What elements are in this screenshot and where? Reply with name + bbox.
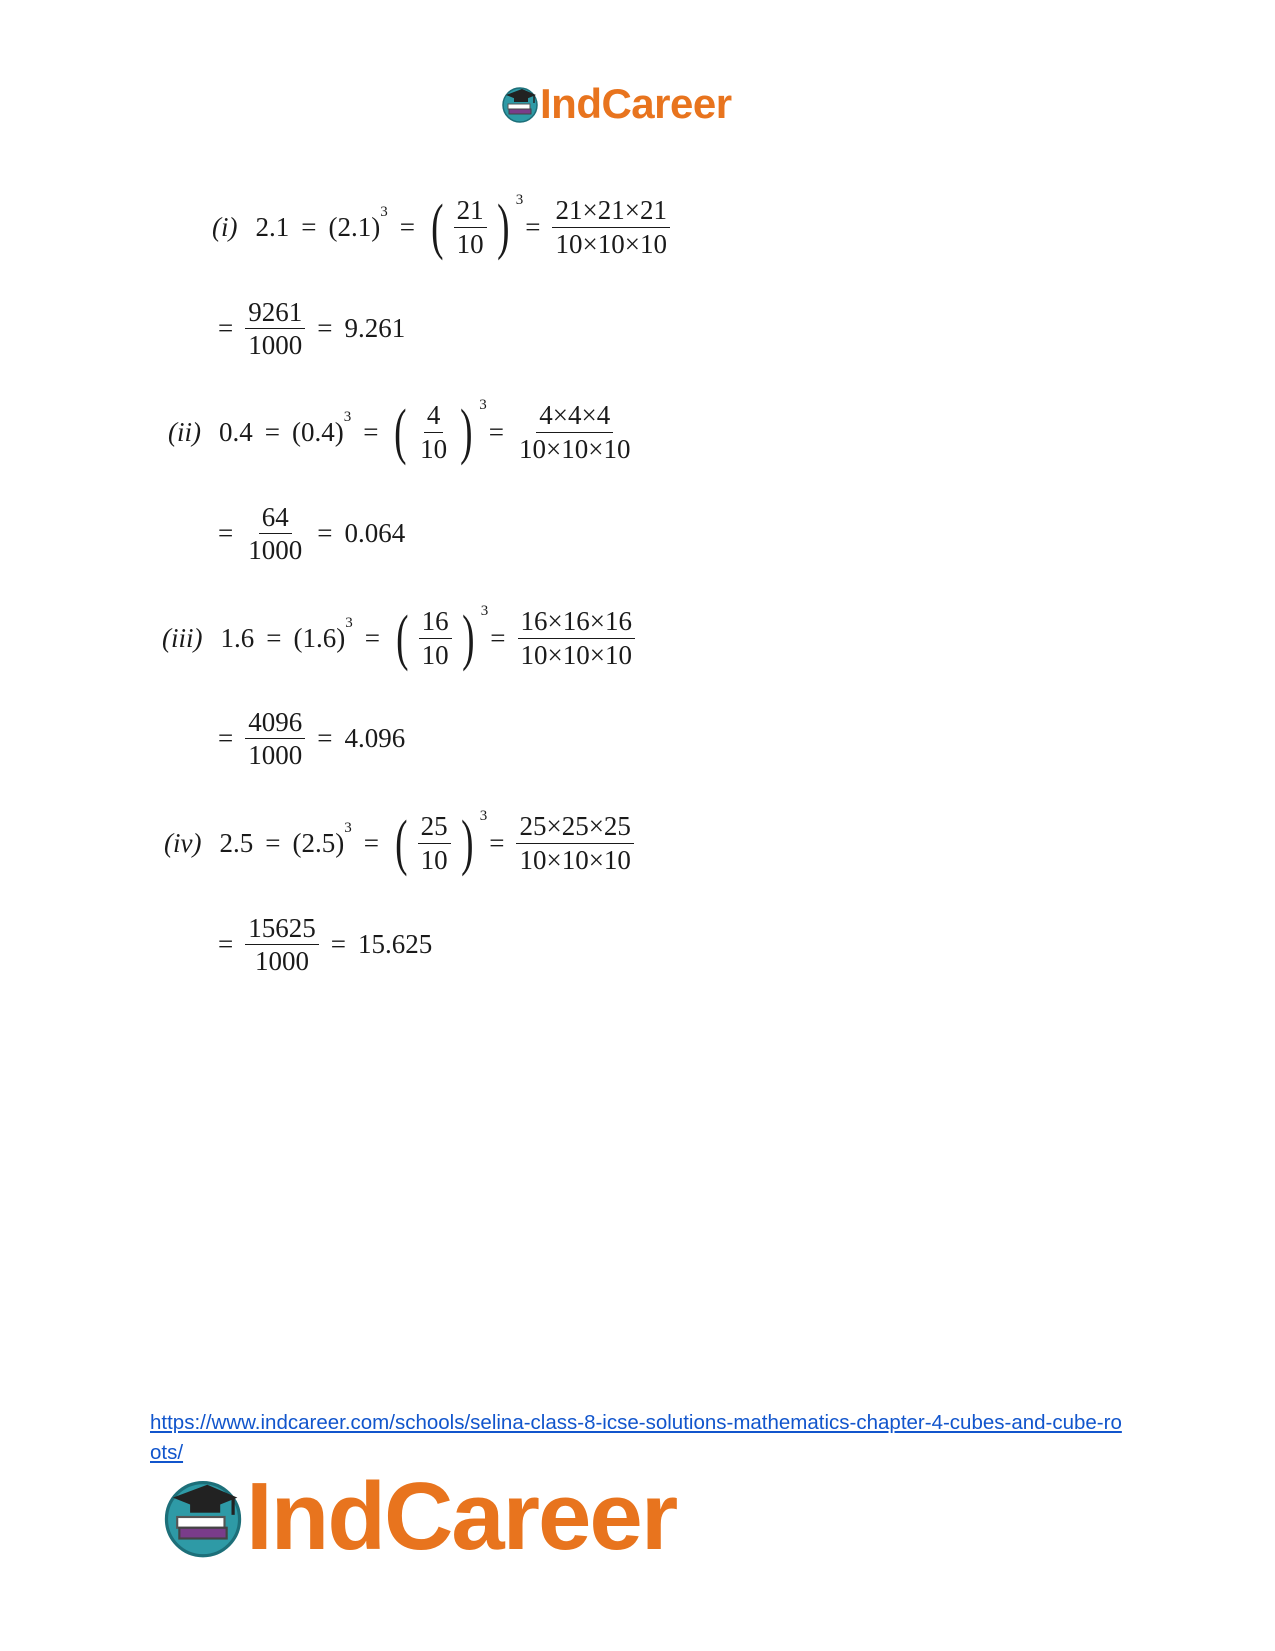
solution-equation-4 (164, 808, 640, 877)
left-parenthesis: ( (395, 809, 408, 877)
equals-sign: = (489, 827, 505, 858)
fraction-denominator: 10 (420, 844, 448, 875)
power-exponent: 3 (343, 408, 352, 425)
equals-sign: = (301, 211, 317, 242)
solution-result-1 (212, 298, 411, 360)
fraction-numerator: 21 (454, 196, 487, 227)
equals-sign: = (317, 518, 333, 549)
solution-equation-3 (162, 603, 641, 672)
right-parenthesis: ) (461, 604, 475, 672)
equals-sign: = (399, 211, 415, 242)
equals-sign: = (364, 622, 380, 653)
fraction (419, 607, 452, 669)
equals-sign: = (317, 723, 333, 754)
solution-result-3 (212, 708, 411, 770)
equals-sign: = (525, 211, 541, 242)
equals-sign: = (330, 929, 346, 960)
right-parenthesis: ) (460, 398, 473, 466)
fraction-numerator: 64 (259, 503, 292, 534)
fraction-numerator: 16×16×16 (518, 607, 635, 638)
solution-equation-2 (168, 397, 639, 466)
part-label: (ii) (168, 416, 201, 447)
power-exponent: 3 (344, 819, 352, 836)
equals-sign: = (265, 827, 281, 858)
fraction-denominator: 10×10×10 (519, 433, 631, 464)
expanded-fraction (518, 607, 635, 669)
fraction-numerator: 21×21×21 (552, 196, 669, 227)
fraction-denominator: 1000 (248, 330, 303, 361)
fraction-denominator: 1000 (254, 946, 309, 977)
fraction-denominator: 10×10×10 (519, 844, 631, 875)
power-base: (1.6) (293, 622, 346, 653)
fraction-denominator: 10 (456, 228, 484, 259)
parenthesized-fraction (427, 192, 524, 261)
equals-sign: = (218, 313, 234, 344)
equals-sign: = (363, 827, 379, 858)
graduation-cap-books-globe-icon (160, 1474, 246, 1560)
right-parenthesis: ) (460, 809, 474, 877)
fraction-numerator: 25 (418, 812, 451, 843)
equals-sign: = (218, 518, 234, 549)
final-result: 4.096 (344, 723, 406, 754)
equals-sign: = (266, 622, 282, 653)
power-expression (292, 819, 352, 859)
final-result: 15.625 (357, 929, 433, 960)
parenthesized-fraction (390, 397, 487, 466)
final-result: 9.261 (344, 313, 406, 344)
fraction-numerator: 16 (419, 607, 452, 638)
result-fraction (245, 503, 305, 565)
equals-sign: = (218, 929, 234, 960)
result-fraction (245, 298, 305, 360)
result-fraction (245, 708, 305, 770)
equals-sign: = (488, 416, 504, 447)
fraction-numerator: 4 (424, 401, 444, 432)
decimal-value: 2.1 (255, 211, 290, 242)
decimal-value: 2.5 (219, 827, 254, 858)
logo-wordmark: IndCareer (246, 1463, 677, 1570)
fraction-exponent: 3 (515, 192, 524, 208)
solution-equation-1 (212, 192, 676, 261)
parenthesized-fraction (391, 808, 488, 877)
result-fraction (245, 914, 319, 976)
fraction-denominator: 1000 (248, 535, 303, 566)
part-label: (i) (212, 211, 238, 242)
fraction-denominator: 10 (420, 433, 448, 464)
fraction-numerator: 15625 (245, 914, 319, 945)
decimal-value: 0.4 (219, 416, 253, 447)
fraction-numerator: 4096 (245, 708, 305, 739)
fraction-exponent: 3 (479, 397, 487, 413)
fraction-numerator: 9261 (245, 298, 305, 329)
fraction-denominator: 10×10×10 (520, 639, 632, 670)
part-label: (iii) (162, 622, 203, 653)
power-expression (293, 614, 353, 654)
expanded-fraction (552, 196, 669, 258)
equals-sign: = (218, 723, 234, 754)
power-base: (2.5) (292, 827, 345, 858)
left-parenthesis: ( (396, 604, 409, 672)
left-parenthesis: ( (431, 193, 444, 261)
fraction-denominator: 10 (421, 639, 449, 670)
fraction-numerator: 4×4×4 (536, 401, 613, 432)
power-base: (2.1) (328, 211, 381, 242)
decimal-value: 1.6 (220, 622, 255, 653)
source-link[interactable]: https://www.indcareer.com/schools/selina-class-8-icse-solutions-mathematics-chapter-4-cubes-and-cube-roots/ (150, 1411, 1122, 1464)
final-result: 0.064 (344, 518, 406, 549)
fraction-denominator: 10×10×10 (555, 228, 667, 259)
expanded-fraction (516, 812, 633, 874)
right-parenthesis: ) (496, 193, 510, 261)
power-expression (291, 408, 352, 448)
logo-wordmark: IndCareer (540, 80, 732, 127)
equals-sign: = (317, 313, 333, 344)
expanded-fraction (516, 401, 633, 463)
fraction-denominator: 1000 (248, 740, 303, 771)
power-base: (0.4) (291, 416, 344, 447)
part-label: (iv) (164, 827, 202, 858)
power-exponent: 3 (380, 203, 388, 220)
fraction (417, 401, 450, 463)
fraction-numerator: 25×25×25 (516, 812, 633, 843)
equals-sign: = (490, 622, 506, 653)
fraction (454, 196, 487, 258)
fraction-exponent: 3 (479, 808, 488, 824)
parenthesized-fraction (392, 603, 489, 672)
fraction-exponent: 3 (480, 603, 489, 619)
power-expression (328, 203, 388, 243)
footer-logo (160, 1462, 676, 1572)
power-exponent: 3 (345, 614, 353, 631)
equals-sign: = (363, 416, 379, 447)
solution-result-4 (212, 914, 438, 976)
fraction (418, 812, 451, 874)
equals-sign: = (264, 416, 280, 447)
left-parenthesis: ( (394, 398, 407, 466)
solution-result-2 (212, 503, 411, 565)
